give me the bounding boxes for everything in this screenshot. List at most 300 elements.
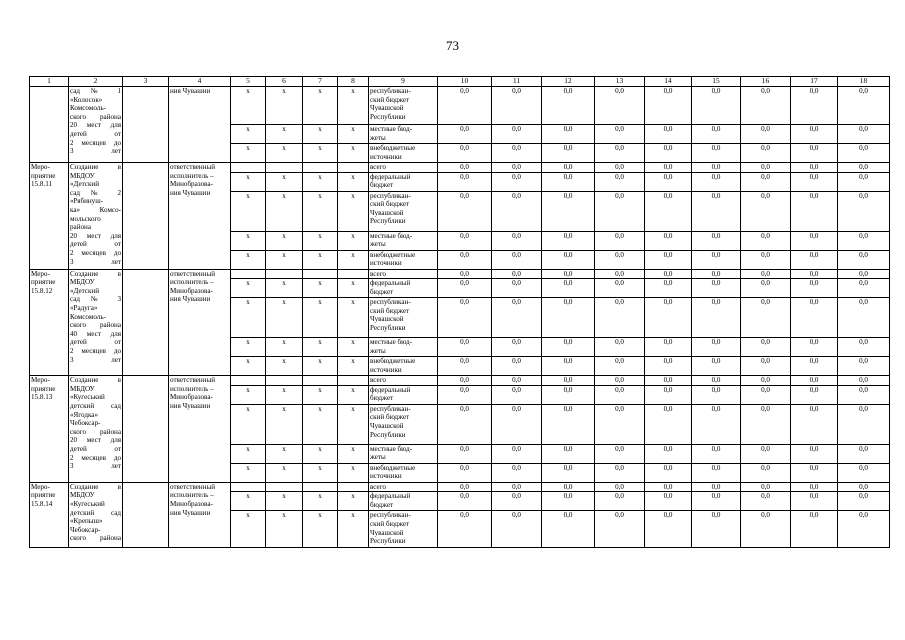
funding-source-cell — [369, 172, 438, 191]
funding-source-line: Республики — [370, 217, 406, 226]
code-mark-cell: x — [303, 144, 338, 163]
funding-source-cell — [369, 385, 438, 404]
code-mark-cell: x — [338, 492, 369, 511]
amount-cell: 0,0 — [595, 385, 645, 404]
amount-cell: 0,0 — [438, 87, 492, 125]
amount-cell: 0,0 — [838, 87, 890, 125]
code-mark-cell: x — [338, 444, 369, 463]
amount-cell: 0,0 — [542, 172, 595, 191]
project-description-line: 2 месяцев до — [70, 346, 121, 355]
code-mark-cell: x — [338, 511, 369, 548]
activity-label-line: 15.8.11 — [31, 180, 53, 189]
amount-cell: 0,0 — [692, 279, 741, 298]
funding-source-cell — [369, 125, 438, 144]
amount-cell: 0,0 — [595, 163, 645, 173]
amount-cell: 0,0 — [741, 269, 791, 279]
code-mark-cell: x — [303, 250, 338, 269]
amount-cell: 0,0 — [791, 298, 838, 338]
activity-label-line: 15.8.14 — [31, 499, 53, 508]
amount-cell: 0,0 — [741, 163, 791, 173]
amount-cell: 0,0 — [692, 269, 741, 279]
code-mark-cell: x — [266, 338, 303, 357]
column-number-row — [30, 77, 890, 87]
code-mark-cell — [266, 376, 303, 386]
activity-label-line: приятие — [31, 491, 56, 500]
code-mark-cell: x — [231, 357, 266, 376]
code-mark-cell: x — [231, 172, 266, 191]
funding-source-line: бюджет — [370, 500, 394, 509]
amount-cell: 0,0 — [492, 357, 542, 376]
funding-source-line: внебюджетные — [370, 144, 416, 152]
column-number: 15 — [692, 77, 741, 87]
project-description-line: Комсомоль- — [70, 312, 106, 321]
code-mark-cell: x — [338, 279, 369, 298]
amount-cell: 0,0 — [645, 87, 692, 125]
project-description-line: 20 мест для — [70, 436, 121, 445]
project-description-line: «Радуга» — [70, 303, 98, 312]
funding-source-cell — [369, 269, 438, 279]
funding-source-line: источники — [370, 152, 402, 161]
amount-cell: 0,0 — [542, 279, 595, 298]
funding-source-cell — [369, 250, 438, 269]
amount-cell: 0,0 — [595, 144, 645, 163]
amount-cell: 0,0 — [645, 279, 692, 298]
funding-source-line: внебюджетные — [370, 357, 416, 366]
project-description-cell — [69, 482, 123, 548]
funding-source-line: внебюджетные — [370, 463, 416, 472]
funding-source-line: всего — [370, 269, 386, 278]
code-mark-cell — [266, 269, 303, 279]
code-mark-cell: x — [303, 338, 338, 357]
amount-cell: 0,0 — [595, 250, 645, 269]
amount-cell: 0,0 — [492, 444, 542, 463]
amount-cell: 0,0 — [542, 376, 595, 386]
activity-label-cell — [30, 163, 69, 270]
amount-cell: 0,0 — [542, 250, 595, 269]
amount-cell: 0,0 — [492, 482, 542, 492]
amount-cell: 0,0 — [438, 482, 492, 492]
amount-cell: 0,0 — [595, 444, 645, 463]
activity-label-line: Меро- — [31, 376, 50, 385]
funding-source-line: республикан- — [370, 298, 411, 307]
amount-cell: 0,0 — [438, 144, 492, 163]
executor-line: ния Чувашии — [170, 401, 211, 410]
amount-cell: 0,0 — [492, 338, 542, 357]
funding-source-line: Чувашской — [370, 528, 404, 537]
executor-line: ния Чувашии — [170, 87, 211, 95]
code-mark-cell — [303, 269, 338, 279]
amount-cell: 0,0 — [542, 191, 595, 231]
project-description-line: МБДОУ — [70, 384, 95, 393]
amount-cell: 0,0 — [595, 298, 645, 338]
funding-source-cell — [369, 338, 438, 357]
funding-source-line: всего — [370, 482, 386, 491]
amount-cell: 0,0 — [791, 385, 838, 404]
code-mark-cell — [338, 482, 369, 492]
amount-cell: 0,0 — [838, 385, 890, 404]
project-description-line: ского района — [70, 427, 121, 436]
funding-source-line: местные бюд- — [370, 125, 413, 133]
column-number: 18 — [838, 77, 890, 87]
project-description-line: «Детский — [70, 286, 99, 295]
project-description-line: 40 мест для — [70, 329, 121, 338]
funding-source-line: местные бюд- — [370, 444, 413, 453]
code-mark-cell: x — [338, 191, 369, 231]
amount-cell: 0,0 — [595, 231, 645, 250]
amount-cell: 0,0 — [645, 492, 692, 511]
code-mark-cell: x — [338, 463, 369, 482]
funding-source-line: всего — [370, 163, 386, 171]
amount-cell: 0,0 — [791, 482, 838, 492]
column-number: 7 — [303, 77, 338, 87]
amount-cell: 0,0 — [692, 338, 741, 357]
amount-cell: 0,0 — [692, 463, 741, 482]
amount-cell: 0,0 — [791, 376, 838, 386]
amount-cell: 0,0 — [542, 404, 595, 444]
project-description-line: Чебоксар- — [70, 419, 101, 428]
column-number: 14 — [645, 77, 692, 87]
code-mark-cell — [266, 482, 303, 492]
amount-cell: 0,0 — [692, 163, 741, 173]
funding-source-line: бюджет — [370, 394, 394, 403]
column-number: 9 — [369, 77, 438, 87]
project-description-line: 20 мест для — [70, 231, 121, 240]
funding-source-line: источники — [370, 365, 402, 374]
amount-cell: 0,0 — [791, 492, 838, 511]
amount-cell: 0,0 — [838, 191, 890, 231]
amount-cell: 0,0 — [741, 338, 791, 357]
amount-cell: 0,0 — [438, 279, 492, 298]
amount-cell: 0,0 — [438, 376, 492, 386]
amount-cell: 0,0 — [692, 357, 741, 376]
amount-cell: 0,0 — [645, 250, 692, 269]
code-mark-cell: x — [303, 404, 338, 444]
funding-source-line: республикан- — [370, 404, 411, 413]
code-mark-cell: x — [231, 385, 266, 404]
activity-label-line: приятие — [31, 384, 56, 393]
amount-cell: 0,0 — [741, 231, 791, 250]
amount-cell: 0,0 — [492, 376, 542, 386]
amount-cell: 0,0 — [542, 125, 595, 144]
amount-cell: 0,0 — [838, 269, 890, 279]
executor-line: ответственный — [170, 482, 216, 491]
amount-cell: 0,0 — [741, 125, 791, 144]
executor-cell — [169, 269, 231, 376]
amount-cell: 0,0 — [438, 125, 492, 144]
amount-cell: 0,0 — [692, 404, 741, 444]
amount-cell: 0,0 — [542, 463, 595, 482]
activity-label-line: 15.8.12 — [31, 286, 53, 295]
code-mark-cell: x — [303, 463, 338, 482]
funding-source-line: жеты — [370, 453, 386, 462]
code-mark-cell — [231, 269, 266, 279]
amount-cell: 0,0 — [791, 269, 838, 279]
amount-cell: 0,0 — [838, 482, 890, 492]
amount-cell: 0,0 — [438, 511, 492, 548]
amount-cell: 0,0 — [741, 144, 791, 163]
executor-cell — [169, 163, 231, 270]
code-mark-cell: x — [231, 298, 266, 338]
project-description-line: «Крепыш» — [70, 517, 103, 526]
code-mark-cell: x — [231, 250, 266, 269]
executor-line: ответственный — [170, 269, 216, 278]
funding-source-line: федеральный — [370, 279, 411, 288]
code-mark-cell: x — [266, 191, 303, 231]
column-number: 12 — [542, 77, 595, 87]
funding-source-cell — [369, 357, 438, 376]
amount-cell: 0,0 — [838, 144, 890, 163]
column-number: 4 — [169, 77, 231, 87]
empty-cell — [123, 482, 169, 548]
column-number: 17 — [791, 77, 838, 87]
table-row — [30, 163, 890, 173]
amount-cell: 0,0 — [692, 444, 741, 463]
amount-cell: 0,0 — [438, 250, 492, 269]
amount-cell: 0,0 — [645, 404, 692, 444]
project-description-line: ка» Комсо- — [70, 205, 121, 214]
amount-cell: 0,0 — [741, 250, 791, 269]
amount-cell: 0,0 — [438, 269, 492, 279]
amount-cell: 0,0 — [645, 463, 692, 482]
code-mark-cell: x — [266, 404, 303, 444]
amount-cell: 0,0 — [838, 463, 890, 482]
code-mark-cell: x — [266, 298, 303, 338]
amount-cell: 0,0 — [791, 511, 838, 548]
funding-source-line: жеты — [370, 133, 386, 142]
code-mark-cell: x — [266, 463, 303, 482]
funding-source-line: Республики — [370, 323, 406, 332]
table-row — [30, 269, 890, 279]
activity-label-cell — [30, 87, 69, 163]
funding-source-line: ский бюджет — [370, 200, 410, 209]
amount-cell: 0,0 — [438, 492, 492, 511]
code-mark-cell: x — [231, 144, 266, 163]
amount-cell: 0,0 — [645, 385, 692, 404]
empty-cell — [123, 269, 169, 376]
executor-line: исполнитель – — [170, 384, 214, 393]
code-mark-cell: x — [231, 511, 266, 548]
funding-source-cell — [369, 511, 438, 548]
project-description-line: детский сад — [70, 508, 121, 517]
code-mark-cell: x — [338, 250, 369, 269]
column-number: 11 — [492, 77, 542, 87]
amount-cell: 0,0 — [791, 125, 838, 144]
activity-label-line: Меро- — [31, 482, 50, 491]
amount-cell: 0,0 — [492, 87, 542, 125]
amount-cell: 0,0 — [645, 444, 692, 463]
code-mark-cell: x — [266, 511, 303, 548]
funding-source-line: Чувашской — [370, 315, 404, 324]
executor-line: Минобразова- — [170, 286, 213, 295]
column-number: 8 — [338, 77, 369, 87]
executor-line: Минобразова- — [170, 393, 213, 402]
executor-line: исполнитель – — [170, 491, 214, 500]
project-description-line: мольского — [70, 214, 101, 223]
code-mark-cell: x — [338, 357, 369, 376]
funding-source-line: жеты — [370, 346, 386, 355]
activity-label-cell — [30, 269, 69, 376]
amount-cell: 0,0 — [791, 172, 838, 191]
code-mark-cell — [231, 163, 266, 173]
executor-line: ответственный — [170, 163, 216, 171]
funding-source-line: Чувашской — [370, 104, 404, 113]
project-description-line: 2 месяцев до — [70, 138, 121, 147]
amount-cell: 0,0 — [791, 231, 838, 250]
project-description-line: ского района — [70, 321, 121, 330]
amount-cell: 0,0 — [838, 279, 890, 298]
project-description-line: «Детский — [70, 180, 99, 189]
funding-source-cell — [369, 444, 438, 463]
funding-source-line: источники — [370, 472, 402, 481]
activity-label-line: 15.8.13 — [31, 393, 53, 402]
code-mark-cell: x — [231, 404, 266, 444]
amount-cell: 0,0 — [492, 385, 542, 404]
project-description-line: Комсомоль- — [70, 104, 106, 113]
amount-cell: 0,0 — [492, 492, 542, 511]
amount-cell: 0,0 — [542, 482, 595, 492]
project-description-cell — [69, 269, 123, 376]
code-mark-cell: x — [266, 172, 303, 191]
code-mark-cell: x — [266, 385, 303, 404]
project-description-line: детский сад — [70, 401, 121, 410]
funding-source-cell — [369, 482, 438, 492]
amount-cell: 0,0 — [692, 492, 741, 511]
code-mark-cell: x — [266, 144, 303, 163]
code-mark-cell: x — [266, 279, 303, 298]
amount-cell: 0,0 — [741, 87, 791, 125]
amount-cell: 0,0 — [492, 511, 542, 548]
funding-source-line: бюджет — [370, 181, 394, 190]
amount-cell: 0,0 — [791, 338, 838, 357]
column-number: 3 — [123, 77, 169, 87]
code-mark-cell: x — [231, 87, 266, 125]
funding-source-cell — [369, 404, 438, 444]
funding-source-line: источники — [370, 259, 402, 268]
code-mark-cell: x — [303, 492, 338, 511]
funding-source-line: республикан- — [370, 191, 411, 200]
code-mark-cell: x — [338, 172, 369, 191]
amount-cell: 0,0 — [542, 338, 595, 357]
funding-source-cell — [369, 144, 438, 163]
code-mark-cell: x — [231, 231, 266, 250]
project-description-cell — [69, 87, 123, 163]
code-mark-cell: x — [303, 87, 338, 125]
activity-label-line: Меро- — [31, 269, 50, 278]
amount-cell: 0,0 — [492, 250, 542, 269]
column-number: 2 — [69, 77, 123, 87]
project-description-cell — [69, 376, 123, 483]
amount-cell: 0,0 — [741, 172, 791, 191]
amount-cell: 0,0 — [438, 191, 492, 231]
amount-cell: 0,0 — [692, 125, 741, 144]
code-mark-cell: x — [266, 125, 303, 144]
page-number: 73 — [446, 38, 459, 53]
amount-cell: 0,0 — [741, 357, 791, 376]
funding-source-line: федеральный — [370, 172, 411, 181]
amount-cell: 0,0 — [595, 87, 645, 125]
amount-cell: 0,0 — [645, 144, 692, 163]
amount-cell: 0,0 — [692, 231, 741, 250]
amount-cell: 0,0 — [645, 172, 692, 191]
funding-source-line: ский бюджет — [370, 306, 410, 315]
code-mark-cell: x — [231, 444, 266, 463]
funding-source-line: федеральный — [370, 492, 411, 501]
funding-source-cell — [369, 376, 438, 386]
column-number: 13 — [595, 77, 645, 87]
project-description-line: «Рябинуш- — [70, 197, 104, 206]
code-mark-cell — [303, 376, 338, 386]
code-mark-cell: x — [231, 279, 266, 298]
code-mark-cell: x — [231, 125, 266, 144]
amount-cell: 0,0 — [692, 385, 741, 404]
empty-cell — [123, 376, 169, 483]
table-row — [30, 376, 890, 386]
code-mark-cell — [303, 163, 338, 173]
amount-cell: 0,0 — [438, 231, 492, 250]
column-number: 16 — [741, 77, 791, 87]
amount-cell: 0,0 — [595, 492, 645, 511]
funding-source-line: федеральный — [370, 385, 411, 394]
amount-cell: 0,0 — [542, 511, 595, 548]
amount-cell: 0,0 — [791, 87, 838, 125]
project-description-line: Создание в — [70, 163, 121, 171]
code-mark-cell: x — [338, 231, 369, 250]
amount-cell: 0,0 — [791, 357, 838, 376]
amount-cell: 0,0 — [645, 338, 692, 357]
table-row — [30, 482, 890, 492]
project-description-line: 3 лет — [70, 355, 121, 364]
project-description-line: «Колосок» — [70, 95, 103, 104]
funding-source-line: бюджет — [370, 287, 394, 296]
amount-cell: 0,0 — [542, 87, 595, 125]
activity-label-line: приятие — [31, 278, 56, 287]
project-description-line: 20 мест для — [70, 121, 121, 130]
code-mark-cell: x — [303, 172, 338, 191]
code-mark-cell: x — [303, 357, 338, 376]
amount-cell: 0,0 — [791, 279, 838, 298]
amount-cell: 0,0 — [692, 87, 741, 125]
code-mark-cell: x — [266, 492, 303, 511]
amount-cell: 0,0 — [645, 357, 692, 376]
column-number: 1 — [30, 77, 69, 87]
amount-cell: 0,0 — [645, 511, 692, 548]
amount-cell: 0,0 — [595, 279, 645, 298]
amount-cell: 0,0 — [741, 298, 791, 338]
amount-cell: 0,0 — [595, 357, 645, 376]
code-mark-cell: x — [303, 444, 338, 463]
funding-source-line: Республики — [370, 112, 406, 121]
amount-cell: 0,0 — [692, 144, 741, 163]
amount-cell: 0,0 — [542, 231, 595, 250]
amount-cell: 0,0 — [838, 125, 890, 144]
code-mark-cell — [338, 163, 369, 173]
code-mark-cell: x — [231, 191, 266, 231]
funding-source-cell — [369, 191, 438, 231]
amount-cell: 0,0 — [542, 357, 595, 376]
code-mark-cell: x — [266, 231, 303, 250]
funding-source-line: внебюджетные — [370, 250, 416, 259]
funding-source-cell — [369, 298, 438, 338]
amount-cell: 0,0 — [438, 357, 492, 376]
project-description-line: МБДОУ — [70, 171, 95, 180]
amount-cell: 0,0 — [595, 463, 645, 482]
amount-cell: 0,0 — [595, 482, 645, 492]
code-mark-cell: x — [303, 125, 338, 144]
code-mark-cell — [303, 482, 338, 492]
amount-cell: 0,0 — [741, 279, 791, 298]
amount-cell: 0,0 — [838, 298, 890, 338]
project-description-line: детей от — [70, 129, 121, 138]
